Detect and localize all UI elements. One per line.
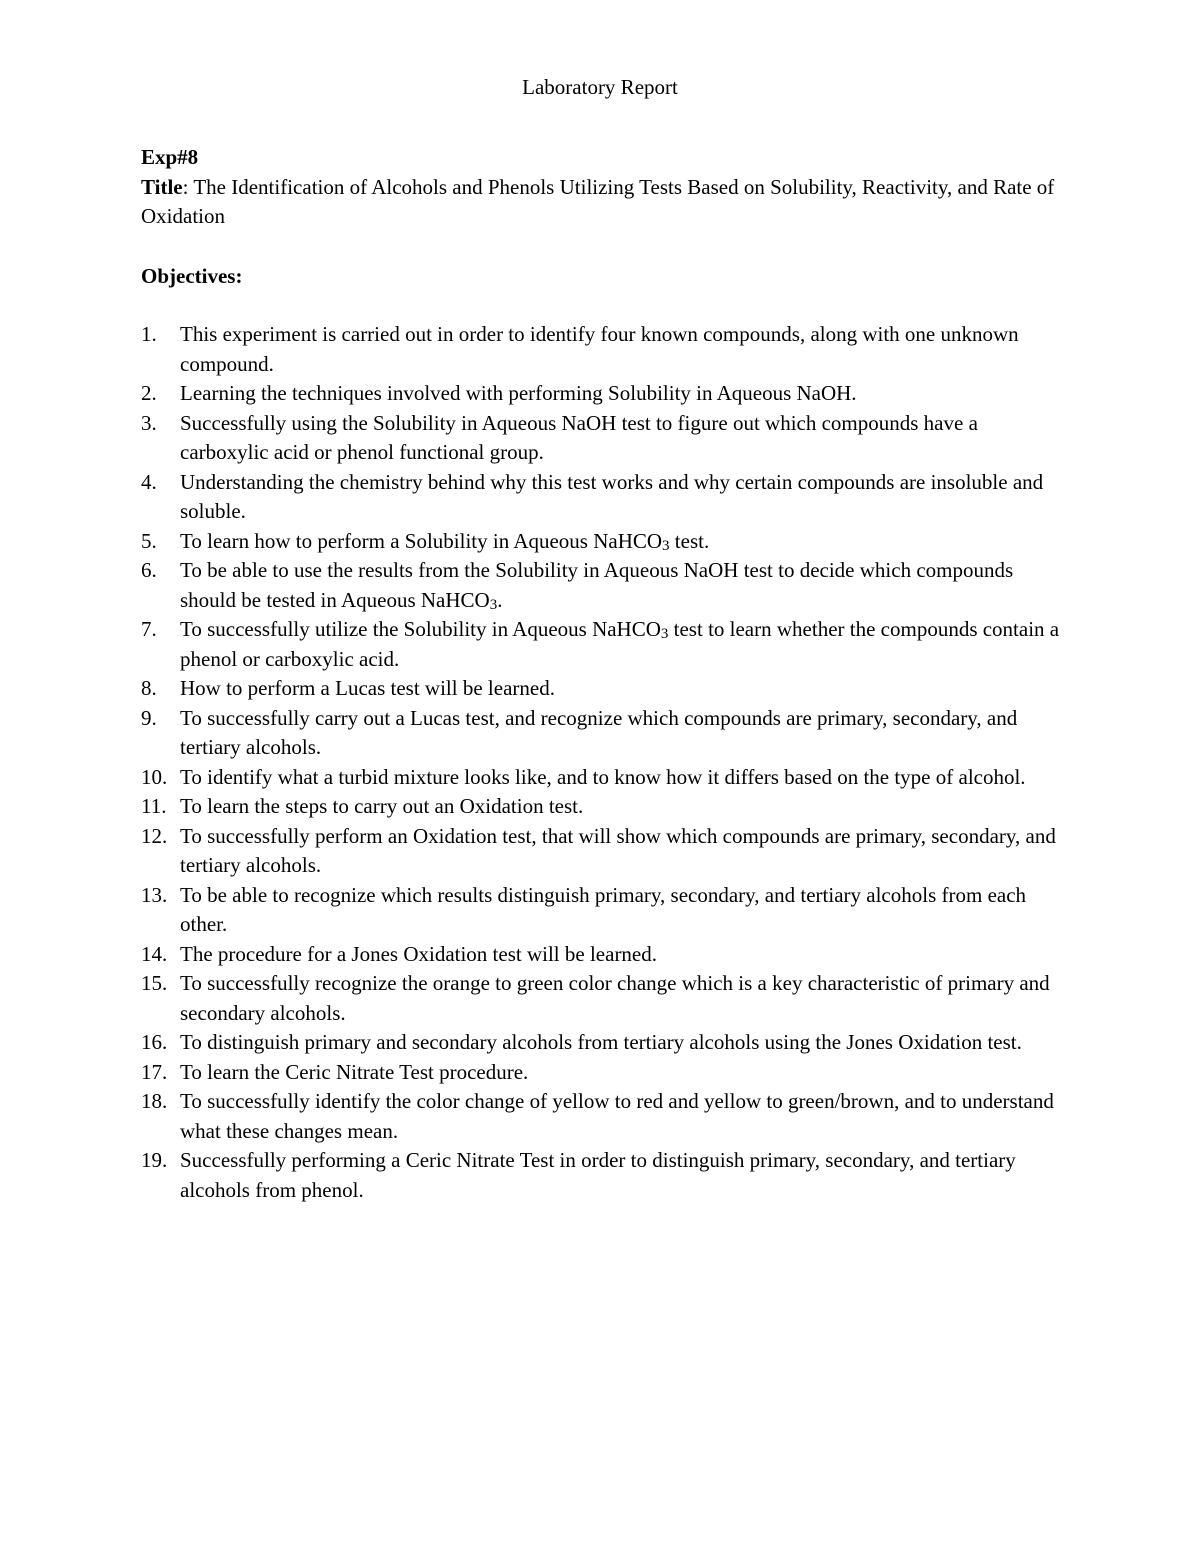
list-item-number: 3. (141, 410, 157, 435)
list-item-number: 7. (141, 617, 157, 641)
list-item-number: 19. (141, 1148, 168, 1172)
document-header: Laboratory Report (522, 75, 678, 99)
list-item-text: To identify what a turbid mixture looks like, and to know how it differs based on the type of alcohol. (180, 764, 1026, 789)
list-item-text: Successfully using the Solubility in Aqueous NaOH test to figure out which compounds have a carboxylic acid or phenol functional group. (180, 410, 978, 464)
title-label: Title (141, 174, 183, 199)
list-item-number: 15. (141, 971, 168, 995)
list-item-number: 6. (141, 558, 157, 582)
list-item-number: 17. (141, 1059, 168, 1084)
title-text: The Identification of Alcohols and Phenols Utilizing Tests Based on Solubility, Reactivity, and Rate of Oxidation (141, 174, 1055, 228)
list-item-number: 5. (141, 528, 157, 553)
list-item-text: Understanding the chemistry behind why this test works and why certain compounds are insoluble and soluble. (180, 469, 1044, 523)
list-item-text: To be able to recognize which results distinguish primary, secondary, and tertiary alcohols from each other. (180, 882, 1027, 936)
list-item (141, 763, 1071, 793)
list-item-text: To be able to use the results from the Solubility in Aqueous NaOH test to decide which compounds should be tested in Aqueous NaHCO$_3$. (180, 558, 1014, 613)
list-item (141, 940, 1071, 970)
list-item-text: Learning the techniques involved with performing Solubility in Aqueous NaOH. (180, 381, 857, 405)
list-item-text: Successfully performing a Ceric Nitrate Test in order to distinguish primary, secondary, and tertiary alcohols from phenol. (180, 1148, 1016, 1202)
list-item-text: To successfully perform an Oxidation test, that will show which compounds are primary, secondary, and tertiary alcohols. (180, 823, 1056, 877)
list-item-text: To successfully recognize the orange to green color change which is a key characteristic of primary and secondary alcohols. (180, 971, 1050, 1025)
list-item-text: This experiment is carried out in order to identify four known compounds, along with one unknown compound. (180, 322, 1019, 376)
list-item (141, 556, 1071, 615)
list-item (141, 1028, 1071, 1058)
list-item (141, 1087, 1071, 1146)
list-item (141, 615, 1071, 674)
list-item (141, 822, 1071, 881)
objectives-list (141, 320, 1071, 1205)
list-item (141, 409, 1071, 468)
list-item (141, 792, 1071, 822)
list-item-text: To learn the steps to carry out an Oxidation test. (180, 794, 584, 818)
list-item-text: To successfully utilize the Solubility in Aqueous NaHCO$_3$ test to learn whether the compounds contain a phenol or carboxylic acid. (180, 617, 1060, 671)
objectives-heading: Objectives: (141, 263, 243, 288)
list-item-number: 11. (141, 794, 167, 818)
list-item-text: To successfully identify the color change of yellow to red and yellow to green/brown, and to understand what these changes mean. (180, 1089, 1054, 1143)
list-item-number: 13. (141, 882, 168, 907)
title-line (141, 173, 1071, 232)
list-item-number: 9. (141, 705, 157, 730)
list-item-text: The procedure for a Jones Oxidation test will be learned. (180, 941, 658, 966)
list-item-text: How to perform a Lucas test will be learned. (180, 676, 555, 700)
list-item (141, 468, 1071, 527)
list-item (141, 704, 1071, 763)
list-item (141, 527, 1071, 557)
list-item (141, 320, 1071, 379)
list-item-text: To successfully carry out a Lucas test, and recognize which compounds are primary, secondary, and tertiary alcohols. (180, 705, 1018, 759)
list-item-number: 2. (141, 381, 157, 405)
list-item (141, 379, 1071, 409)
list-item (141, 1058, 1071, 1088)
list-item-number: 8. (141, 676, 157, 700)
list-item-number: 16. (141, 1030, 168, 1054)
list-item-number: 12. (141, 823, 168, 848)
experiment-number: Exp#8 (141, 145, 199, 169)
list-item-number: 4. (141, 469, 157, 494)
list-item-number: 1. (141, 322, 157, 346)
list-item-number: 10. (141, 764, 168, 789)
list-item-text: To distinguish primary and secondary alcohols from tertiary alcohols using the Jones Oxidation test. (180, 1030, 1022, 1054)
list-item (141, 969, 1071, 1028)
list-item (141, 1146, 1071, 1205)
list-item-number: 18. (141, 1089, 168, 1113)
list-item-number: 14. (141, 941, 168, 966)
list-item (141, 881, 1071, 940)
list-item (141, 674, 1071, 704)
list-item-text: To learn how to perform a Solubility in Aqueous NaHCO$_3$ test. (180, 528, 710, 554)
title-separator: : (182, 174, 194, 199)
document-body (141, 143, 1071, 1205)
list-item-text: To learn the Ceric Nitrate Test procedure. (180, 1059, 529, 1084)
